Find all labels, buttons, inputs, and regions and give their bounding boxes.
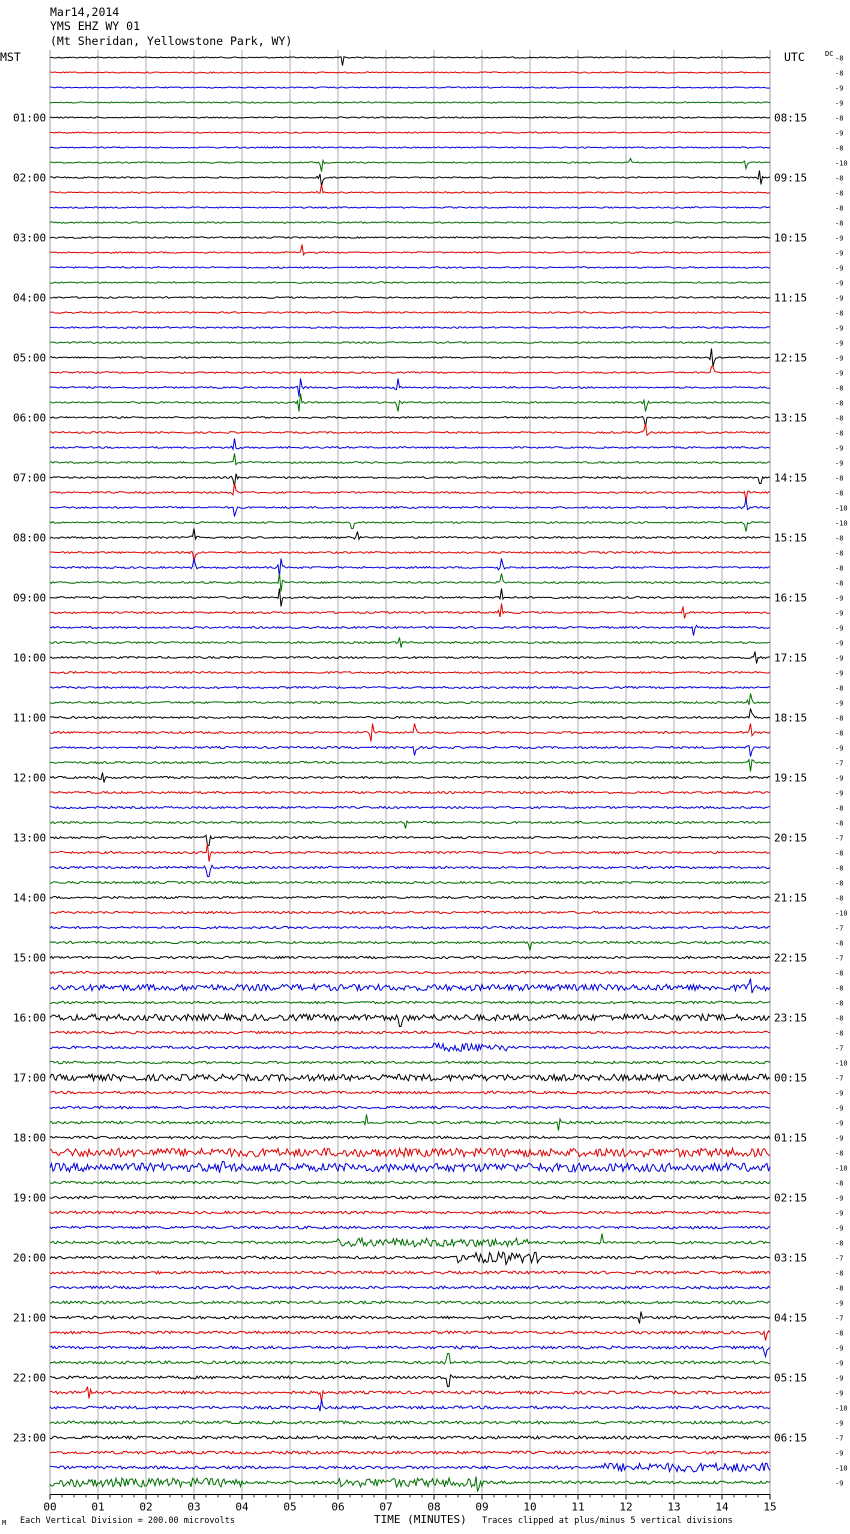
dc-offset-row-19: -9: [835, 339, 844, 348]
dc-offset-row-72: -9: [835, 1134, 844, 1143]
trace-row-95: [50, 1477, 770, 1492]
dc-offset-labels: [835, 55, 848, 1488]
mst-label-1100: 11:00: [13, 711, 47, 725]
x-tick-label-12: 12: [619, 1500, 633, 1514]
trace-row-64: [50, 1014, 770, 1026]
dc-offset-row-58: -7: [835, 924, 844, 933]
trace-row-60: [50, 956, 770, 958]
utc-label-1815: 18:15: [774, 711, 808, 725]
trace-row-93: [50, 1451, 770, 1454]
dc-offset-row-14: -9: [835, 264, 844, 273]
dc-offset-row-24: -8: [835, 414, 844, 423]
dc-offset-row-60: -7: [835, 954, 844, 963]
dc-offset-row-5: -9: [835, 129, 844, 138]
utc-label-1915: 19:15: [774, 771, 808, 785]
dc-offset-row-32: -8: [835, 534, 844, 543]
trace-row-85: [50, 1331, 770, 1341]
dc-offset-row-61: -8: [835, 969, 844, 978]
x-tick-label-03: 03: [187, 1500, 201, 1514]
trace-row-86: [50, 1346, 770, 1356]
trace-row-3: [50, 102, 770, 103]
dc-offset-row-9: -8: [835, 189, 844, 198]
dc-offset-row-46: -9: [835, 744, 844, 753]
seismic-traces: [50, 57, 770, 1492]
x-tick-label-13: 13: [667, 1500, 681, 1514]
dc-offset-row-67: -10: [835, 1059, 848, 1068]
mst-hour-labels: [13, 112, 46, 1445]
dc-offset-row-79: -8: [835, 1239, 844, 1248]
trace-row-56: [50, 896, 770, 898]
trace-row-8: [50, 171, 770, 187]
dc-offset-row-11: -8: [835, 219, 844, 228]
dc-offset-row-65: -8: [835, 1029, 844, 1038]
trace-row-4: [50, 117, 770, 118]
utc-label-0215: 02:15: [774, 1191, 808, 1205]
trace-row-77: [50, 1211, 770, 1214]
dc-offset-row-7: -10: [835, 159, 848, 168]
x-tick-label-05: 05: [283, 1500, 297, 1514]
trace-row-2: [50, 87, 770, 88]
dc-offset-row-51: -8: [835, 819, 844, 828]
trace-row-92: [50, 1436, 770, 1439]
trace-row-9: [50, 185, 770, 194]
dc-offset-row-49: -9: [835, 789, 844, 798]
dc-offset-row-12: -9: [835, 234, 844, 243]
mst-label-1900: 19:00: [13, 1191, 47, 1205]
utc-label-1315: 13:15: [774, 411, 808, 425]
trace-row-84: [50, 1312, 770, 1324]
trace-row-26: [50, 439, 770, 450]
mst-label-2300: 23:00: [13, 1431, 47, 1445]
trace-row-39: [50, 638, 770, 648]
dc-offset-row-69: -9: [835, 1089, 844, 1098]
dc-offset-row-20: -9: [835, 354, 844, 363]
trace-row-35: [50, 574, 770, 592]
trace-row-51: [50, 821, 770, 829]
dc-offset-row-70: -9: [835, 1104, 844, 1113]
trace-row-37: [50, 604, 770, 619]
trace-row-23: [50, 394, 770, 412]
utc-label-0415: 04:15: [774, 1311, 808, 1325]
trace-row-55: [50, 881, 770, 883]
trace-row-15: [50, 282, 770, 283]
trace-row-80: [50, 1252, 770, 1264]
trace-row-50: [50, 806, 770, 808]
dc-offset-row-86: -9: [835, 1344, 844, 1353]
trace-row-33: [50, 552, 770, 562]
left-timezone-label: MST: [0, 50, 21, 64]
trace-row-57: [50, 911, 770, 913]
trace-row-68: [50, 1074, 770, 1080]
mst-label-2000: 20:00: [13, 1251, 47, 1265]
dc-offset-row-1: -8: [835, 69, 844, 78]
dc-offset-row-87: -9: [835, 1359, 844, 1368]
dc-offset-row-92: -7: [835, 1434, 844, 1443]
dc-offset-row-48: -9: [835, 774, 844, 783]
trace-row-27: [50, 454, 770, 465]
x-tick-label-10: 10: [523, 1500, 537, 1514]
dc-offset-row-85: -8: [835, 1329, 844, 1338]
utc-label-1415: 14:15: [774, 471, 808, 485]
dc-offset-row-17: -8: [835, 309, 844, 318]
dc-offset-row-21: -9: [835, 369, 844, 378]
trace-row-5: [50, 132, 770, 133]
mst-label-1700: 17:00: [13, 1071, 47, 1085]
trace-row-76: [50, 1196, 770, 1199]
trace-row-94: [50, 1463, 770, 1472]
trace-row-70: [50, 1106, 770, 1109]
trace-row-22: [50, 379, 770, 397]
right-timezone-label: UTC: [784, 50, 805, 64]
dc-offset-row-22: -8: [835, 384, 844, 393]
mst-label-0300: 03:00: [13, 231, 47, 245]
dc-offset-row-31: -10: [835, 519, 848, 528]
x-tick-label-02: 02: [139, 1500, 153, 1514]
trace-row-71: [50, 1115, 770, 1131]
mst-label-2100: 21:00: [13, 1311, 47, 1325]
dc-offset-row-62: -8: [835, 984, 844, 993]
trace-row-17: [50, 312, 770, 314]
trace-row-47: [50, 760, 770, 772]
trace-row-73: [50, 1148, 770, 1157]
trace-row-21: [50, 367, 770, 374]
mst-label-0600: 06:00: [13, 411, 47, 425]
utc-label-1115: 11:15: [774, 291, 808, 305]
trace-row-1: [50, 72, 770, 73]
trace-row-34: [50, 559, 770, 577]
trace-row-24: [50, 417, 770, 427]
trace-row-31: [50, 522, 770, 532]
dc-offset-row-10: -8: [835, 204, 844, 213]
dc-offset-row-88: -9: [835, 1374, 844, 1383]
trace-row-43: [50, 694, 770, 705]
utc-label-1015: 10:15: [774, 231, 808, 245]
utc-label-1215: 12:15: [774, 351, 808, 365]
dc-offset-row-42: -8: [835, 684, 844, 693]
trace-row-48: [50, 773, 770, 783]
dc-offset-row-15: -9: [835, 279, 844, 288]
dc-offset-row-53: -8: [835, 849, 844, 858]
dc-offset-row-78: -9: [835, 1224, 844, 1233]
dc-offset-row-16: -9: [835, 294, 844, 303]
utc-label-1615: 16:15: [774, 591, 808, 605]
dc-offset-row-43: -9: [835, 699, 844, 708]
dc-offset-row-26: -9: [835, 444, 844, 453]
scale-note: Each Vertical Division = 200.00 microvolts: [20, 1516, 235, 1526]
mst-label-1600: 16:00: [13, 1011, 47, 1025]
dc-offset-row-73: -8: [835, 1149, 844, 1158]
dc-offset-row-35: -8: [835, 579, 844, 588]
trace-row-16: [50, 297, 770, 298]
mst-label-0100: 01:00: [13, 111, 47, 125]
utc-label-2115: 21:15: [774, 891, 808, 905]
trace-row-88: [50, 1375, 770, 1387]
dc-offset-row-76: -9: [835, 1194, 844, 1203]
utc-label-0815: 08:15: [774, 111, 808, 125]
trace-row-52: [50, 835, 770, 845]
dc-offset-row-68: -7: [835, 1074, 844, 1083]
utc-label-0515: 05:15: [774, 1371, 808, 1385]
dc-offset-row-23: -8: [835, 399, 844, 408]
mst-label-1000: 10:00: [13, 651, 47, 665]
dc-offset-row-47: -7: [835, 759, 844, 768]
trace-row-67: [50, 1061, 770, 1063]
utc-label-0915: 09:15: [774, 171, 808, 185]
trace-row-28: [50, 474, 770, 487]
mst-label-0700: 07:00: [13, 471, 47, 485]
trace-row-30: [50, 499, 770, 517]
utc-label-1515: 15:15: [774, 531, 808, 545]
trace-row-11: [50, 222, 770, 223]
dc-offset-row-27: -9: [835, 459, 844, 468]
utc-label-0015: 00:15: [774, 1071, 808, 1085]
dc-offset-row-8: -8: [835, 174, 844, 183]
mst-label-0200: 02:00: [13, 171, 47, 185]
clip-note: Traces clipped at plus/minus 5 vertical divisions: [482, 1516, 733, 1526]
dc-offset-row-77: -9: [835, 1209, 844, 1218]
mst-label-0400: 04:00: [13, 291, 47, 305]
trace-row-69: [50, 1091, 770, 1093]
trace-row-61: [50, 971, 770, 973]
dc-offset-row-40: -9: [835, 654, 844, 663]
dc-offset-row-84: -7: [835, 1314, 844, 1323]
trace-row-87: [50, 1354, 770, 1364]
dc-offset-row-91: -9: [835, 1419, 844, 1428]
trace-row-53: [50, 844, 770, 862]
trace-row-14: [50, 267, 770, 268]
trace-row-49: [50, 791, 770, 793]
trace-row-59: [50, 941, 770, 950]
mst-label-1500: 15:00: [13, 951, 47, 965]
trace-row-42: [50, 687, 770, 689]
x-tick-label-04: 04: [235, 1500, 249, 1514]
dc-offset-row-38: -9: [835, 624, 844, 633]
dc-offset-row-82: -8: [835, 1284, 844, 1293]
mst-label-2200: 22:00: [13, 1371, 47, 1385]
trace-row-83: [50, 1301, 770, 1304]
utc-label-2315: 23:15: [774, 1011, 808, 1025]
dc-offset-row-94: -10: [835, 1464, 848, 1473]
trace-row-18: [50, 327, 770, 329]
dc-offset-row-81: -8: [835, 1269, 844, 1278]
dc-offset-row-74: -10: [835, 1164, 848, 1173]
header-station: YMS EHZ WY 01: [50, 19, 141, 33]
dc-offset-row-28: -8: [835, 474, 844, 483]
dc-offset-row-44: -8: [835, 714, 844, 723]
mst-label-0800: 08:00: [13, 531, 47, 545]
mst-label-1400: 14:00: [13, 891, 47, 905]
dc-offset-row-33: -8: [835, 549, 844, 558]
trace-row-13: [50, 245, 770, 255]
header-date: Mar14,2014: [50, 5, 120, 19]
dc-offset-row-41: -9: [835, 669, 844, 678]
trace-row-32: [50, 529, 770, 540]
dc-offset-row-83: -9: [835, 1299, 844, 1308]
trace-row-62: [50, 979, 770, 994]
trace-row-40: [50, 652, 770, 664]
trace-row-38: [50, 625, 770, 635]
dc-offset-row-93: -9: [835, 1449, 844, 1458]
dc-offset-row-25: -8: [835, 429, 844, 438]
mst-label-0500: 05:00: [13, 351, 47, 365]
dc-offset-row-0: -8: [835, 54, 844, 63]
trace-row-10: [50, 207, 770, 208]
trace-row-58: [50, 926, 770, 928]
dc-offset-row-13: -9: [835, 249, 844, 258]
trace-row-25: [50, 424, 770, 436]
dc-offset-row-80: -7: [835, 1254, 844, 1263]
utc-label-0115: 01:15: [774, 1131, 808, 1145]
dc-offset-row-75: -8: [835, 1179, 844, 1188]
x-tick-label-07: 07: [379, 1500, 393, 1514]
dc-offset-row-29: -8: [835, 489, 844, 498]
x-tick-label-00: 00: [43, 1500, 57, 1514]
trace-row-20: [50, 349, 770, 367]
dc-offset-row-45: -8: [835, 729, 844, 738]
dc-offset-row-64: -8: [835, 1014, 844, 1023]
dc-offset-row-66: -7: [835, 1044, 844, 1053]
trace-row-6: [50, 147, 770, 148]
header-location: (Mt Sheridan, Yellowstone Park, WY): [50, 34, 293, 48]
x-tick-label-14: 14: [715, 1500, 729, 1514]
x-tick-label-06: 06: [331, 1500, 345, 1514]
trace-row-81: [50, 1271, 770, 1274]
dc-offset-row-50: -8: [835, 804, 844, 813]
x-tick-label-09: 09: [475, 1500, 489, 1514]
mst-label-1800: 18:00: [13, 1131, 47, 1145]
dc-offset-row-6: -8: [835, 144, 844, 153]
trace-row-41: [50, 672, 770, 674]
mst-label-1200: 12:00: [13, 771, 47, 785]
utc-label-2215: 22:15: [774, 951, 808, 965]
dc-offset-row-57: -10: [835, 909, 848, 918]
dc-offset-row-36: -9: [835, 594, 844, 603]
trace-row-74: [50, 1162, 770, 1173]
x-tick-label-11: 11: [571, 1500, 585, 1514]
dc-offset-row-18: -9: [835, 324, 844, 333]
dc-offset-row-55: -8: [835, 879, 844, 888]
trace-row-66: [50, 1043, 770, 1051]
utc-label-2015: 20:15: [774, 831, 808, 845]
dc-offset-row-54: -8: [835, 864, 844, 873]
trace-row-7: [50, 159, 770, 172]
dc-offset-row-90: -10: [835, 1404, 848, 1413]
trace-row-79: [50, 1234, 770, 1247]
trace-row-19: [50, 342, 770, 344]
trace-row-65: [50, 1031, 770, 1033]
trace-row-89: [50, 1387, 770, 1402]
trace-row-54: [50, 865, 770, 876]
trace-row-75: [50, 1181, 770, 1184]
dc-offset-row-95: -9: [835, 1479, 844, 1488]
dc-offset-row-3: -9: [835, 99, 844, 108]
utc-label-0615: 06:15: [774, 1431, 808, 1445]
dc-offset-row-39: -9: [835, 639, 844, 648]
dc-offset-row-4: -8: [835, 114, 844, 123]
utc-label-1715: 17:15: [774, 651, 808, 665]
x-tick-label-08: 08: [427, 1500, 441, 1514]
trace-row-36: [50, 589, 770, 607]
trace-row-82: [50, 1286, 770, 1289]
trace-row-12: [50, 237, 770, 238]
trace-row-0: [50, 57, 770, 66]
dc-offset-row-59: -8: [835, 939, 844, 948]
dc-offset-row-63: -8: [835, 999, 844, 1008]
trace-row-63: [50, 1001, 770, 1003]
trace-row-78: [50, 1226, 770, 1229]
trace-row-91: [50, 1421, 770, 1424]
trace-row-72: [50, 1136, 770, 1139]
mst-label-1300: 13:00: [13, 831, 47, 845]
dc-offset-row-37: -9: [835, 609, 844, 618]
mst-label-0900: 09:00: [13, 591, 47, 605]
dc-offset-row-34: -8: [835, 564, 844, 573]
corner-mark: M: [2, 1519, 7, 1527]
dc-offset-row-71: -9: [835, 1119, 844, 1128]
trace-row-44: [50, 709, 770, 719]
dc-offset-row-30: -10: [835, 504, 848, 513]
dc-offset-row-56: -8: [835, 894, 844, 903]
x-axis-label: TIME (MINUTES): [374, 1513, 467, 1526]
trace-row-45: [50, 724, 770, 742]
trace-row-90: [50, 1400, 770, 1412]
x-tick-label-01: 01: [91, 1500, 105, 1514]
dc-offset-row-2: -9: [835, 84, 844, 93]
trace-row-46: [50, 746, 770, 757]
time-axis: [43, 1495, 776, 1514]
dc-offset-row-52: -7: [835, 834, 844, 843]
utc-label-0315: 03:15: [774, 1251, 808, 1265]
dc-offset-row-89: -9: [835, 1389, 844, 1398]
trace-row-29: [50, 484, 770, 502]
utc-hour-labels: [774, 112, 807, 1445]
dc-label: DC: [825, 50, 834, 58]
x-tick-label-15: 15: [763, 1500, 777, 1514]
